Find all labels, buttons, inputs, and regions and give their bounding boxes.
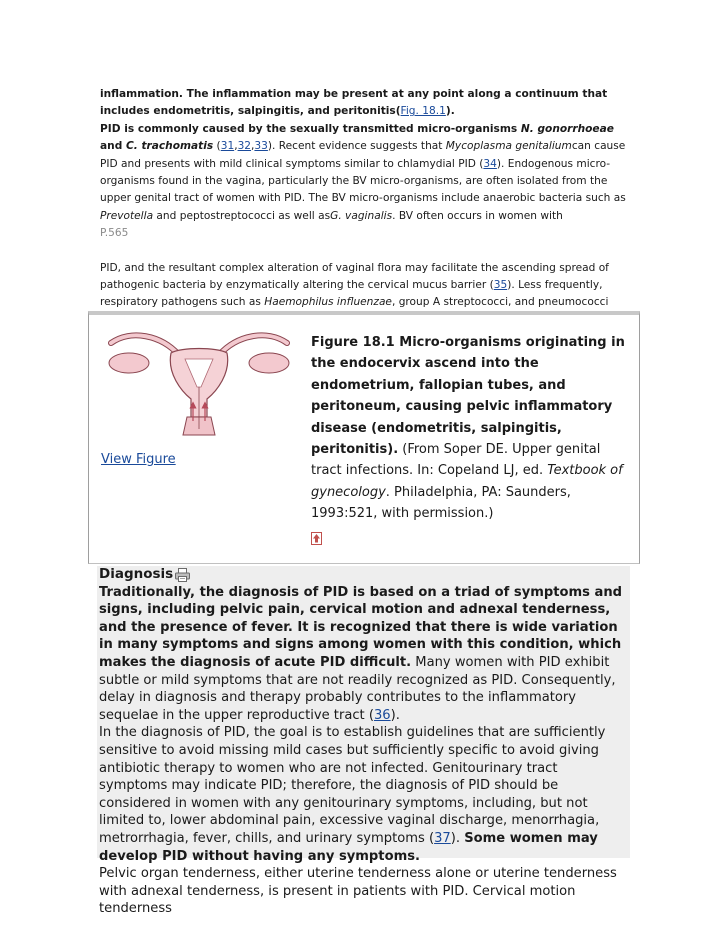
diagnosis-heading: Diagnosis [99, 566, 628, 584]
paragraph-flora: PID, and the resultant complex alteration of vaginal flora may facilitate the ascending spread of pathogenic bacteria by enzymatically altering the cervical mucus barrier (35). Less frequently, respiratory pathogens such as Haemophilus influenzae, group A streptococci, and pneumococci [100, 261, 609, 309]
view-figure-link[interactable]: View Figure [101, 452, 176, 467]
paragraph-inflammation: inflammation. The inflammation may be present at any point along a continuum that includes endometritis, salpingitis, and peritonitis(Fig. 18.1). [100, 88, 608, 118]
figure-box [88, 311, 640, 564]
ref-link-35[interactable]: 35 [493, 279, 508, 292]
fig-18-1-link[interactable]: Fig. 18.1 [400, 105, 446, 118]
uterus-illustration [101, 325, 297, 437]
ref-link-34[interactable]: 34 [483, 157, 497, 170]
up-arrow-icon[interactable] [311, 531, 322, 544]
article-text-top [100, 86, 630, 329]
ref-link-31[interactable]: 31 [220, 140, 235, 153]
page-number: P.565 [100, 227, 129, 240]
diagnosis-section [97, 566, 630, 917]
figure-caption: Figure 18.1 Micro-organisms originating in the endocervix ascend into the endometrium, fallopian tubes, and peritoneum, causing pelvic inflammatory disease (endometritis, salpingitis, peritonitis). (From Soper DE. Upper genital tract infections. In: Copeland LJ, ed. Textbook of gynecology. Philadelphia, PA: Saunders, 1993:521, with permission.) [311, 332, 631, 552]
figure-thumbnail[interactable] [101, 325, 297, 437]
ref-link-33[interactable]: 33 [254, 140, 268, 153]
ref-link-37[interactable]: 37 [434, 830, 451, 846]
diagnosis-paragraph-1: Traditionally, the diagnosis of PID is based on a triad of symptoms and signs, including pelvic pain, cervical motion and adnexal tenderness, and the presence of fever. It is recognized that there is wide variation in many symptoms and signs among women with this condition, which makes the diagnosis of acute PID difficult. Many women with PID exhibit subtle or mild symptoms that are not readily recognized as PID. Consequently, delay in diagnosis and therapy probably contributes to the inflammatory sequelae in the upper reproductive tract (36). [99, 584, 623, 723]
ref-link-32[interactable]: 32 [237, 140, 252, 153]
paragraph-causes: PID is commonly caused by the sexually transmitted micro-organisms N. gonorrhoeae and C. trachomatis (31,32,33). Recent evidence suggests that Mycoplasma genitaliumcan cause PID and presents with mild clinical symptoms similar to chlamydial PID (34). Endogenous micro-organisms found in the vagina, particularly the BV micro-organisms, are often isolated from the upper genital tract of women with PID. The BV micro-organisms include anaerobic bacteria such as Prevotella and peptostreptococci as well asG. vaginalis. BV often occurs in women with [100, 122, 626, 222]
printer-icon[interactable] [175, 568, 190, 582]
diagnosis-paragraph-2: In the diagnosis of PID, the goal is to establish guidelines that are sufficiently sensitive to avoid missing mild cases but sufficiently specific to avoid giving antibiotic therapy to women who are not infected. Genitourinary tract symptoms may indicate PID; therefore, the diagnosis of PID should be considered in women with any genitourinary symptoms, including, but not limited to, lower abdominal pain, excessive vaginal discharge, menorrhagia, metrorrhagia, fever, chills, and urinary symptoms (37). Some women may develop PID without having any symptoms. [99, 725, 606, 864]
ref-link-36[interactable]: 36 [373, 707, 391, 723]
diagnosis-paragraph-3: Pelvic organ tenderness, either uterine tenderness alone or uterine tenderness with adnexal tenderness, is present in patients with PID. Cervical motion tenderness [99, 866, 617, 917]
